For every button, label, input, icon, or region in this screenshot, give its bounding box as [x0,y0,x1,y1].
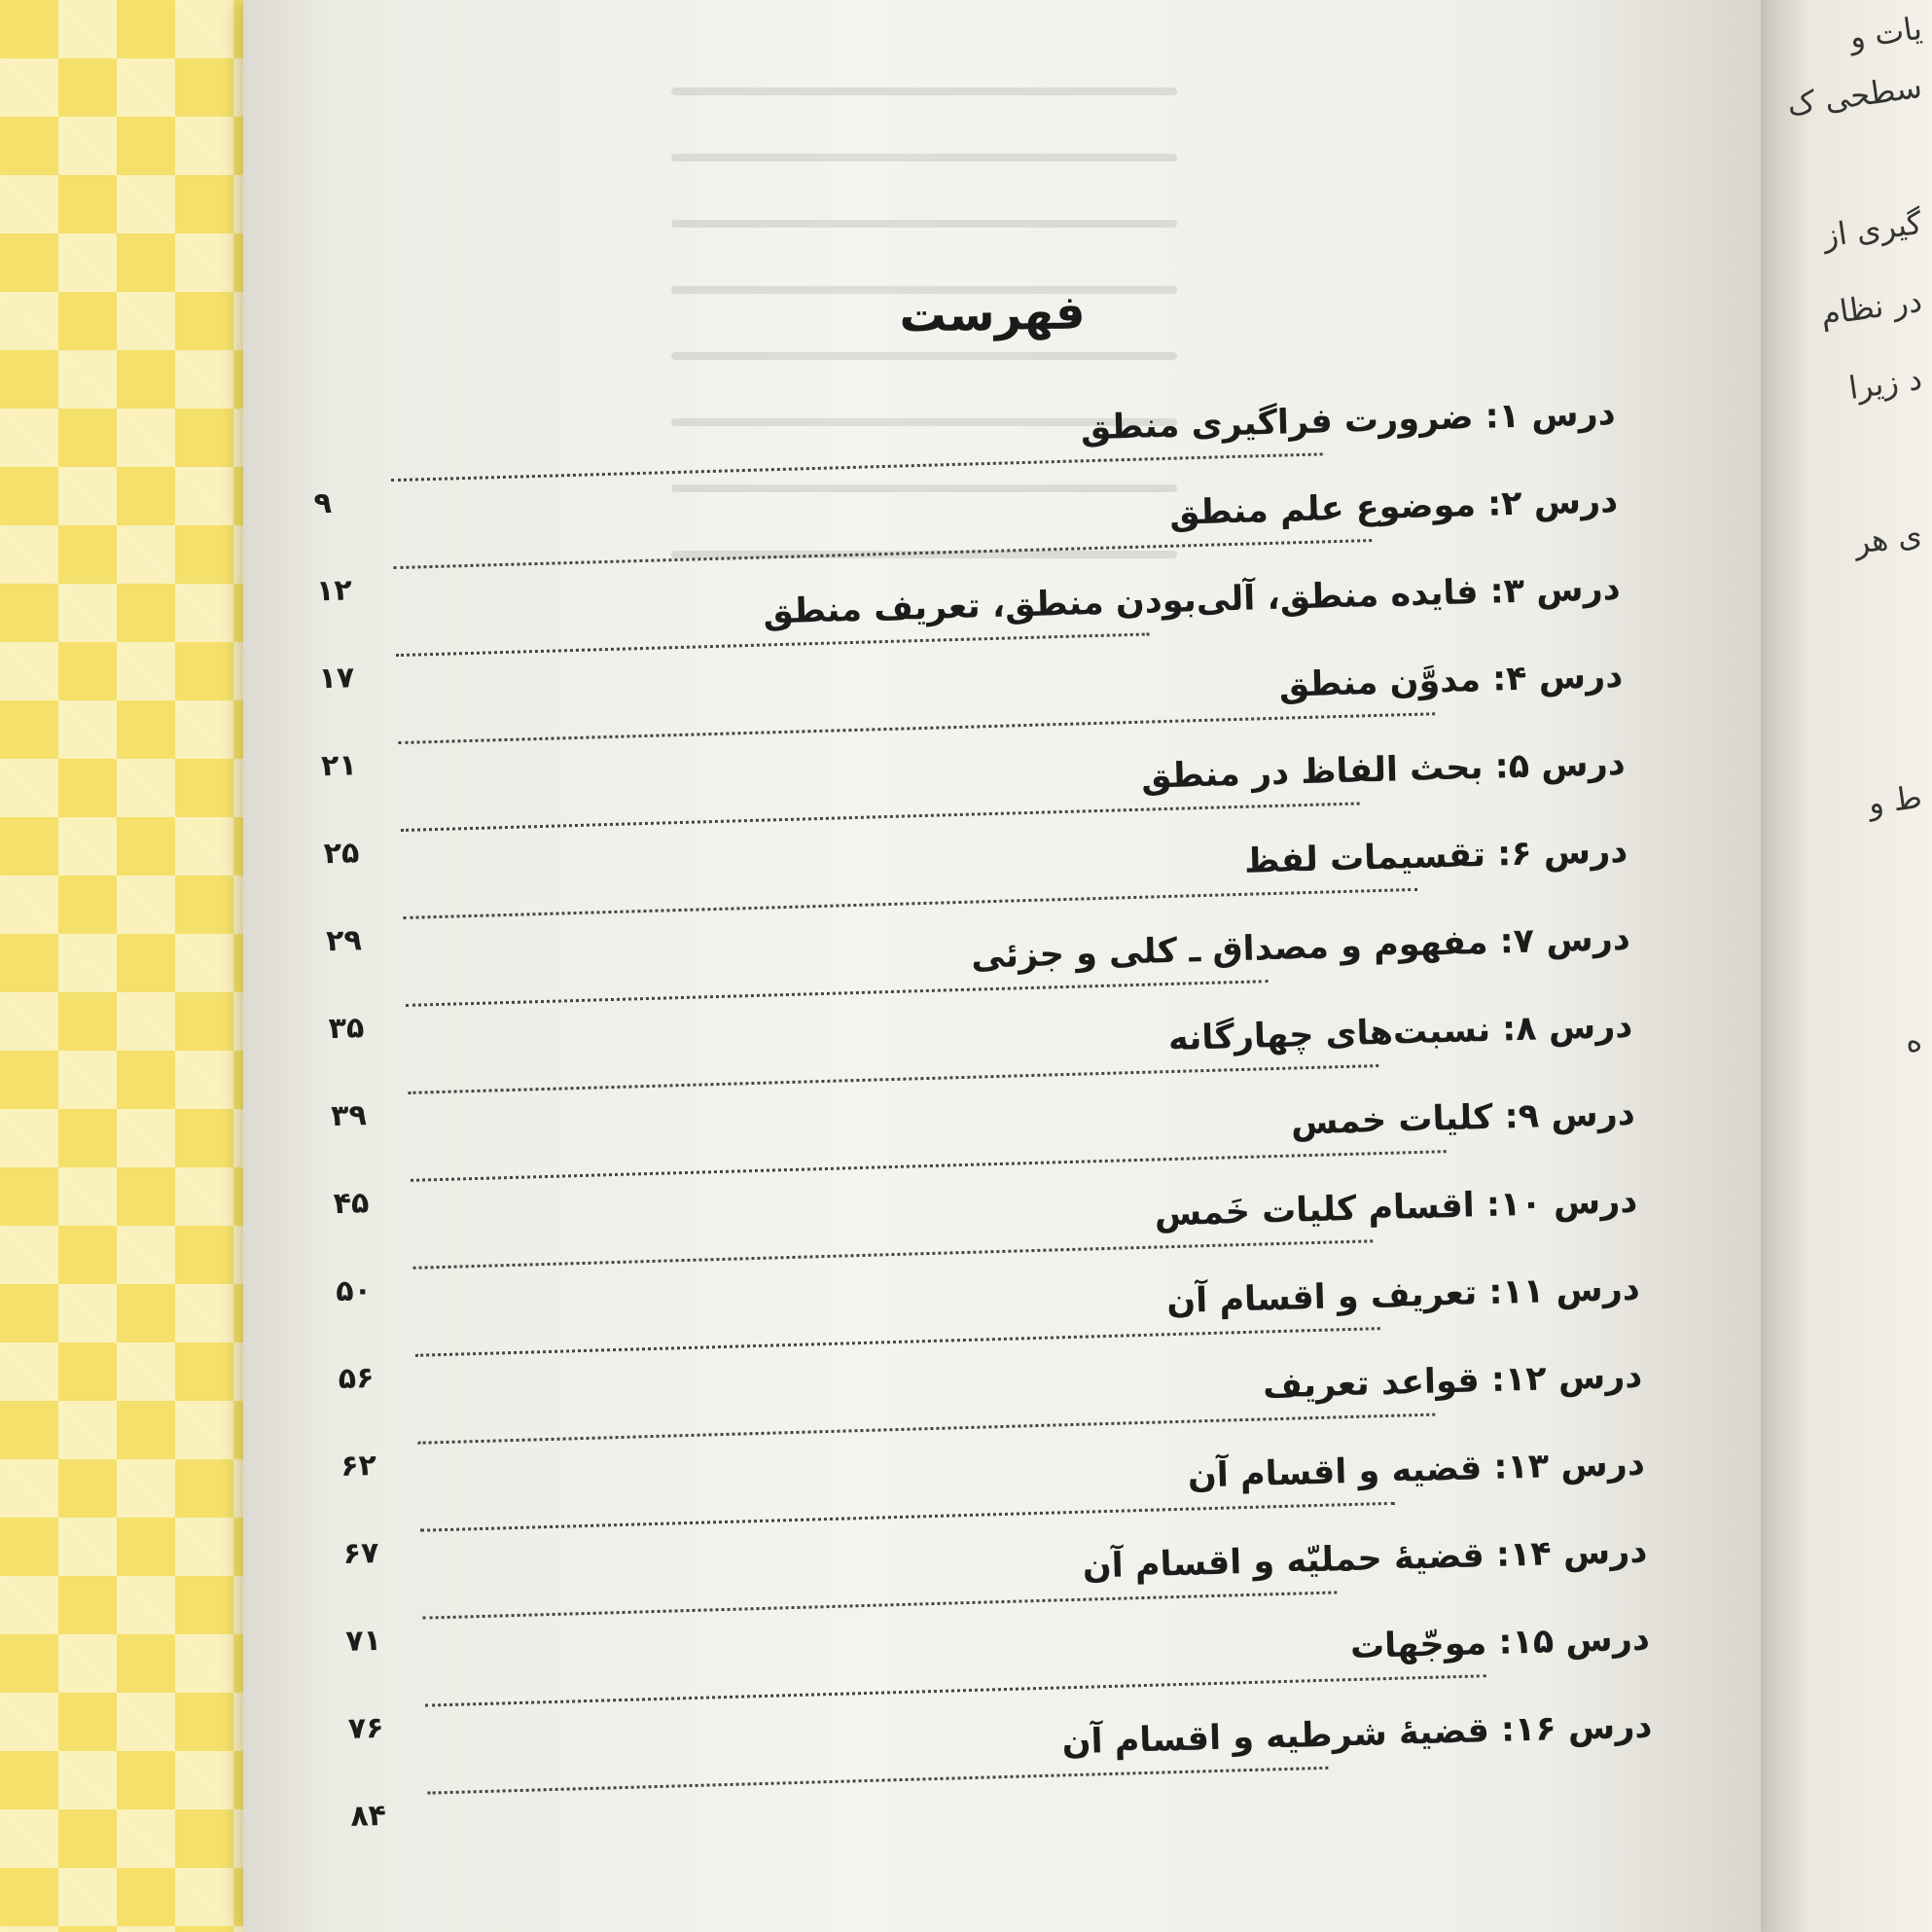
dot-leader [401,802,1360,832]
dot-leader [393,539,1372,569]
dot-leader [398,712,1435,744]
dot-leader [428,1767,1329,1795]
dot-leader [413,1239,1373,1270]
page-number: ۸۴ [349,1798,387,1834]
dot-leader [404,888,1418,919]
dot-leader [425,1674,1485,1706]
facing-page-text: یات و [1846,9,1924,56]
table-of-contents [312,394,1657,1928]
page-number: ۲۱ [320,748,358,784]
facing-page-text: گیری از [1820,203,1924,255]
lesson-title: درس ۱۵: موجّهات [1349,1619,1651,1667]
page-number: ۷۶ [347,1710,384,1746]
page-number: ۳۹ [330,1098,368,1134]
lesson-title: درس ۲: موضوع علم منطق [1168,481,1619,533]
lesson-title: درس ۱۴: قضیهٔ حملیّه و اقسام آن [1082,1531,1648,1587]
facing-page-text: سطحی ک [1784,67,1924,124]
page-title: فهرست [899,285,1086,343]
page-number: ۱۷ [318,661,355,697]
dot-leader [409,1064,1378,1094]
lesson-title: درس ۱۰: اقسام کلیات خَمس [1154,1181,1638,1234]
facing-page-text: ی هر [1851,515,1924,562]
lesson-title: درس ۴: مدوَّن منطق [1278,656,1624,705]
facing-page-text: ه [1903,1020,1924,1060]
lesson-title: درس ۱۳: قضیه و اقسام آن [1187,1444,1646,1496]
lesson-title: درس ۱۱: تعریف و اقسام آن [1165,1269,1641,1322]
dot-leader [423,1591,1338,1619]
page-number: ۷۱ [344,1623,382,1659]
lesson-title: درس ۶: تقسیمات لفظ [1243,831,1628,881]
page-number: ۴۵ [333,1186,370,1222]
dot-leader [411,1150,1447,1182]
facing-page-text: در نظام [1818,281,1924,333]
page-number: ۲۹ [325,923,363,959]
page-number: ۳۵ [328,1011,365,1047]
checkered-cloth [0,0,282,1932]
lesson-title: درس ۸: نسبت‌های چهارگانه [1167,1006,1633,1059]
page-number: ۵۰ [335,1273,373,1309]
page-number: ۶۷ [342,1535,379,1571]
lesson-title: درس ۳: فایده منطق، آلی‌بودن منطق، تعریف منطق [762,568,1622,632]
page-number: ۲۵ [323,836,360,872]
dot-leader [415,1327,1380,1357]
lesson-title: درس ۱: ضرورت فراگیری منطق [1080,394,1617,448]
page-number: ۱۲ [315,573,353,609]
lesson-title: درس ۵: بحث الفاظ در منطق [1140,743,1627,797]
lesson-title: درس ۱۲: قواعد تعریف [1262,1356,1643,1407]
page-number: ۹ [313,485,333,521]
facing-page [1761,0,1932,1932]
page-number: ۵۶ [338,1361,375,1397]
dot-leader [406,980,1269,1007]
dot-leader [391,452,1322,482]
lesson-title: درس ۷: مفهوم و مصداق ـ کلی و جزئی [970,918,1631,977]
lesson-title: درس ۹: کلیات خمس [1290,1093,1636,1143]
facing-page-text: ط و [1865,777,1924,823]
dot-leader [420,1502,1394,1532]
facing-page-text: د زیرا [1846,359,1924,407]
dot-leader [418,1413,1435,1445]
page-number: ۶۲ [340,1448,377,1484]
dot-leader [396,632,1150,657]
lesson-title: درس ۱۶: قضیهٔ شرطیه و اقسام آن [1061,1706,1653,1763]
